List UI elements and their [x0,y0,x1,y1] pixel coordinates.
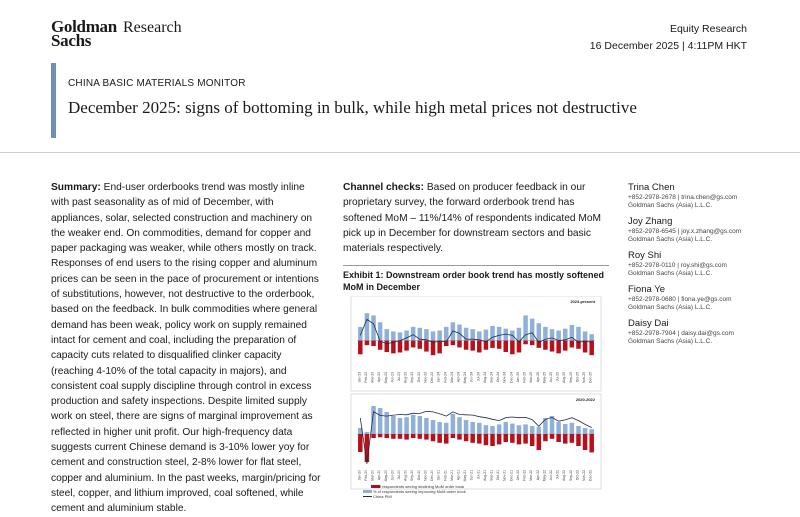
x-tick-label: Jun-24 [469,372,474,383]
bar-declining [563,341,567,351]
bar-declining [418,434,422,439]
x-tick-label: Oct-23 [416,371,421,383]
bar-improving [431,331,435,340]
x-tick-label: Jul-21 [476,469,481,480]
bar-improving [530,319,534,341]
bar-improving [411,327,415,341]
author-firm: Goldman Sachs (Asia) L.L.C. [628,236,713,243]
bar-declining [470,434,474,443]
bar-declining [543,434,547,441]
bar-declining [510,434,514,443]
x-tick-label: May-25 [542,371,547,384]
x-tick-label: Oct-24 [496,371,501,383]
author-block [628,318,778,346]
chart-panel-2 [357,397,596,481]
bar-improving [477,331,481,340]
series-title: CHINA BASIC MATERIALS MONITOR [68,78,246,89]
bar-declining [556,341,560,354]
x-tick-label: Mar-21 [449,470,454,481]
x-tick-label: Sep-22 [568,470,573,481]
bar-declining [398,341,402,353]
bar-declining [497,341,501,349]
bar-improving [556,422,560,434]
bar-declining [404,341,408,351]
x-tick-label: Jan-22 [516,470,520,481]
author-contact[interactable]: +852-2978-0680 | fiona.ye@gs.com [628,296,732,303]
summary-label: Summary: [51,182,101,193]
bar-declining [490,341,494,348]
bar-declining [583,434,587,450]
bar-declining [550,434,554,439]
x-tick-label: Mar-24 [449,372,454,383]
bar-improving [457,417,461,434]
x-tick-label: Jan-21 [436,469,441,481]
bar-declining [589,434,593,452]
x-tick-label: Jun-22 [549,469,553,481]
bar-declining [378,434,382,437]
x-tick-label: Jun-20 [390,470,395,481]
x-tick-label: Oct-20 [416,469,421,481]
author-contact[interactable]: +852-2978-0110 | roy.shi@gs.com [628,262,727,269]
legend-label-pmi: China PMI [373,494,392,499]
bar-improving [424,418,428,434]
x-tick-label: Feb-22 [522,470,527,481]
bar-declining [385,341,389,352]
bar-declining [563,434,567,444]
bar-declining [444,434,448,444]
logo-brand [51,17,117,50]
bar-improving [589,429,593,434]
exhibit-rule [343,265,609,266]
bar-declining [589,341,593,356]
title-accent-bar [51,63,56,138]
x-tick-label: Aug-21 [482,469,487,481]
bar-improving [570,423,574,434]
bar-improving [444,423,448,434]
x-tick-label: Sep-25 [568,372,573,383]
bar-improving [398,418,402,434]
x-tick-label: Aug-23 [403,372,408,383]
x-tick-label: Apr-21 [456,470,461,481]
author-contact[interactable]: +852-2978-7904 | daisy.dai@gs.com [628,330,734,337]
bar-declining [570,341,574,348]
x-tick-label: Sep-23 [410,372,415,383]
x-tick-label: Aug-25 [562,371,567,383]
bar-improving [583,428,587,434]
bar-improving [411,415,415,434]
bar-declining [424,341,428,352]
x-tick-label: Aug-20 [403,470,408,481]
channel-checks-paragraph [343,180,609,256]
bar-improving [497,424,501,434]
bar-improving [556,331,560,341]
x-tick-label: Oct-25 [575,372,580,383]
x-tick-label: Mar-22 [529,470,534,481]
x-tick-label: Sep-24 [489,371,494,383]
report-datetime: 16 December 2025 | 4:11PM HKT [589,40,747,52]
channel-checks-label: Channel checks: [343,182,424,193]
bar-improving [418,328,422,341]
x-tick-label: Feb-25 [522,372,527,383]
bar-declining [437,341,441,354]
x-tick-label: Jun-23 [390,372,395,383]
report-title: December 2025: signs of bottoming in bulk, while high metal prices not destructive [68,98,637,117]
bar-declining [517,434,521,444]
bar-declining [537,434,541,450]
channel-checks-text: Based on producer feedback in our proprietary survey, the forward orderbook trend has softened MoM – 11%/14% of respondents indicated MoM pick up in December for downstream sectors and basic materials respectively. [343,182,602,255]
bar-declining [451,434,455,438]
chart-legend [363,484,466,499]
x-tick-label: Nov-20 [423,469,428,481]
author-firm: Goldman Sachs (Asia) L.L.C. [628,270,713,277]
bar-declining [576,434,580,446]
bar-declining [583,341,587,353]
x-tick-label: Jan-23 [357,371,362,383]
author-name: Roy Shi [628,250,662,261]
x-tick-label: Mar-25 [529,372,534,383]
bar-improving [583,331,587,340]
x-tick-label: Jun-25 [549,371,553,383]
x-tick-label: Aug-24 [482,371,487,383]
x-tick-label: Apr-25 [535,371,540,383]
bar-improving [563,424,567,434]
bar-declining [543,341,547,350]
goldman-sachs-logo [51,17,182,50]
x-tick-label: Jul-20 [397,470,401,480]
x-tick-label: Jun-21 [469,470,474,481]
bar-improving [470,422,474,434]
bar-improving [477,423,481,434]
x-tick-label: Mar-23 [370,371,375,383]
bar-improving [504,422,508,434]
bar-improving [530,426,534,434]
author-list [628,182,778,352]
exhibit-title: Exhibit 1: Downstream order book trend has mostly softened MoM in December [343,270,605,292]
bar-declining [404,434,408,440]
bar-declining [550,341,554,352]
bar-improving [510,424,514,434]
x-tick-label: Nov-24 [502,371,507,383]
author-name: Daisy Dai [628,318,669,329]
x-tick-label: May-22 [542,469,547,482]
bar-improving [431,420,435,434]
bar-declining [424,434,428,440]
x-tick-label: Feb-23 [363,371,368,383]
bar-improving [378,408,382,434]
bar-improving [398,332,402,340]
x-tick-label: Aug-22 [562,469,567,481]
legend-label-improving: % of respondents seeing improving MoM order book [373,489,466,494]
bar-declining [464,434,468,441]
x-tick-label: Apr-22 [535,469,540,481]
x-tick-label: Oct-21 [496,469,501,481]
bar-improving [517,425,521,434]
x-tick-label: Dec-23 [430,371,434,383]
x-tick-label: Nov-23 [423,371,428,383]
author-block [628,284,778,312]
bar-declining [358,341,362,355]
bar-declining [371,341,375,346]
bar-improving [358,327,362,341]
x-tick-label: May-23 [383,372,388,384]
bar-improving [576,327,580,341]
legend-swatch-improving [363,490,372,493]
bar-improving [424,329,428,340]
bar-improving [464,328,468,341]
x-tick-label: Dec-20 [430,469,434,481]
summary-paragraph [51,180,323,517]
bar-improving [371,406,375,434]
chart-panel-title: 2023-present [570,299,595,304]
bar-declining [365,434,369,462]
x-tick-label: Feb-20 [363,469,368,481]
x-tick-label: Sep-20 [410,470,415,481]
x-tick-label: Jul-23 [397,372,401,382]
author-block [628,250,778,278]
x-tick-label: May-20 [383,470,388,482]
x-tick-label: May-24 [463,372,468,384]
header-divider [0,152,800,153]
author-block [628,182,778,210]
bar-declining [398,434,402,439]
bar-declining [517,341,521,353]
x-tick-label: Dec-22 [588,470,593,481]
x-tick-label: Jul-25 [555,371,560,382]
bar-declining [464,341,468,350]
bar-declining [371,434,375,438]
x-tick-label: May-21 [463,470,468,482]
author-contact[interactable]: +852-2978-2678 | trina.chen@gs.com [628,194,738,201]
bar-declining [477,434,481,444]
author-contact[interactable]: +852-2978-6545 | joy.x.zhang@gs.com [628,228,742,235]
bar-declining [411,341,415,348]
legend-label-declining: % of respondents seeing declining MoM order book [373,484,465,489]
bar-declining [451,341,455,346]
bar-improving [437,422,441,434]
bar-improving [385,412,389,434]
bar-improving [576,426,580,434]
x-tick-label: Apr-24 [456,372,461,383]
bar-improving [385,329,389,340]
bar-improving [365,432,369,434]
summary-text: End-user orderbooks trend was mostly inline with past seasonality as of mid of December, with appliances, solar, selected construction and machinery on the weaker end. On commodities, demand for copper and paper packaging was weaker, while others mostly on track. Responses of end users to the rising copper and aluminum prices can be seen in the pace of procurement or intentions of substitutions, however, not destructive to the orderbook, based on the feedback. In bulk commodities where general demand has been weak, policy work on supply remained intact for cement and coal, including the preparation of capacity cuts related to disqualified clinker capacity (reaching 4-10% of the total capacity in majors), and consistent coal supply discipline through control in excess production and safety inspections. Despite limited supply work on steel, there are signs of marginal improvement as reflected in higher unit profit. Our high-frequency data suggests current Chinese demand is 3-10% lower yoy for cement and construction steel, 2-8% lower for flat steel, copper and aluminium. In the past weeks, margin/pricing for steel, copper, and lithium improved, coal softened, while cement and aluminium stable. [51,182,321,515]
bar-declining [484,434,488,445]
x-tick-label: Jul-22 [555,469,560,480]
bar-declining [477,341,481,353]
bar-improving [404,417,408,434]
bar-declining [457,341,461,348]
bar-declining [365,341,369,346]
bar-improving [404,331,408,341]
exhibit-chart [343,296,609,506]
bar-improving [391,331,395,340]
bar-improving [537,427,541,434]
x-tick-label: Nov-21 [502,469,507,481]
x-tick-label: Jan-20 [357,469,362,481]
bar-declining [391,434,395,439]
bar-declining [437,434,441,443]
x-tick-label: Apr-20 [377,469,382,481]
research-label: Research [123,19,182,36]
bar-improving [484,330,488,341]
bar-declining [556,434,560,442]
x-tick-label: Dec-24 [509,372,514,383]
author-name: Trina Chen [628,182,675,193]
bar-declining [385,434,389,438]
x-tick-label: Dec-21 [509,470,514,481]
chart-panel-title: 2020-2022 [575,397,595,402]
bar-declining [504,341,508,352]
x-tick-label: Jan-24 [436,371,441,383]
bar-improving [418,416,422,434]
author-firm: Goldman Sachs (Asia) L.L.C. [628,304,713,311]
bar-declining [504,434,508,442]
bar-improving [365,313,369,340]
bar-declining [431,434,435,441]
x-tick-label: Dec-25 [588,372,593,383]
header-meta [590,21,747,55]
author-firm: Goldman Sachs (Asia) L.L.C. [628,202,713,209]
x-tick-label: Oct-22 [575,470,580,481]
x-tick-label: Jan-25 [516,372,520,383]
bar-declining [470,341,474,351]
author-block [628,216,778,244]
bar-improving [523,424,527,434]
x-tick-label: Sep-21 [489,469,494,481]
bar-improving [589,334,593,340]
logo-brand-line1: Goldman [51,17,117,36]
bar-improving [497,327,501,341]
x-tick-label: Mar-20 [370,469,375,481]
logo-brand-line2: Sachs [51,31,92,50]
x-tick-label: Jul-24 [476,371,481,382]
bar-improving [451,414,455,434]
author-firm: Goldman Sachs (Asia) L.L.C. [628,338,713,345]
x-tick-label: Nov-22 [582,470,587,481]
bar-declining [510,341,514,355]
x-tick-label: Feb-21 [443,470,448,481]
bar-declining [358,434,362,452]
author-name: Fiona Ye [628,284,665,295]
bar-improving [391,416,395,434]
bar-declining [570,434,574,443]
bar-declining [530,434,534,446]
bar-declining [523,341,527,345]
report-type: Equity Research [669,23,747,35]
bar-improving [517,328,521,341]
bar-improving [437,331,441,341]
chart-panel-1 [357,299,596,383]
bar-declining [411,434,415,438]
x-tick-label: Apr-23 [377,371,382,383]
bar-declining [497,434,501,444]
bar-declining [457,434,461,440]
bar-declining [523,434,527,444]
x-tick-label: Feb-24 [443,372,448,383]
bar-improving [490,426,494,434]
x-tick-label: Nov-25 [582,372,587,383]
bar-declining [490,434,494,446]
bar-improving [484,425,488,434]
bar-improving [464,420,468,434]
bar-declining [418,341,422,349]
author-name: Joy Zhang [628,216,673,227]
bar-declining [530,341,534,346]
bar-improving [537,323,541,340]
